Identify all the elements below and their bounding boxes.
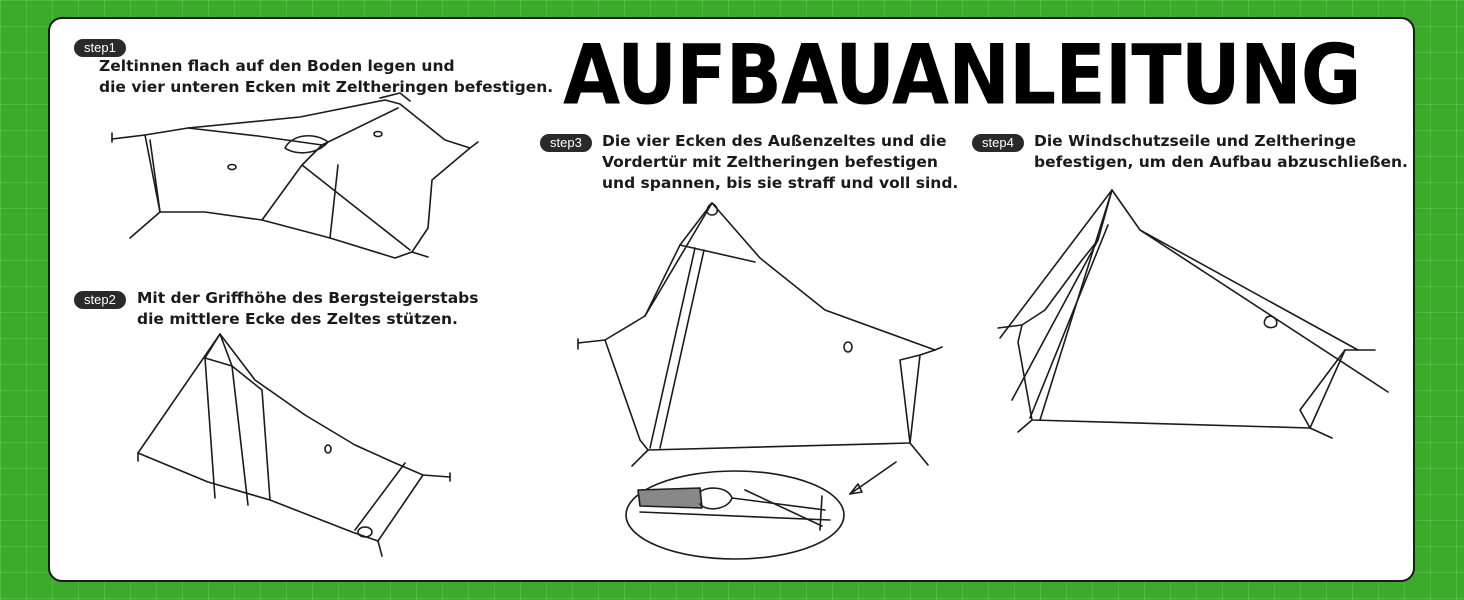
step2-badge: step2 [74,291,126,309]
step3-line-1: Die vier Ecken des Außenzeltes und die [602,132,947,150]
step1-line-1: Zeltinnen flach auf den Boden legen und [99,57,455,75]
step3-staked-tent-illustration [578,203,942,494]
step3-line-2: Vordertür mit Zeltheringen befestigen [602,153,938,171]
step3-line-3: und spannen, bis sie straff und voll sind. [602,174,959,192]
step4-finished-tent-illustration [998,190,1388,438]
step2-line-2: die mittlere Ecke des Zeltes stützen. [137,310,458,328]
step4-badge: step4 [972,134,1024,152]
step1-badge: step1 [74,39,126,57]
step4-line-2: befestigen, um den Aufbau abzuschließen. [1034,153,1408,171]
step4-line-1: Die Windschutzseile und Zeltheringe [1034,132,1356,150]
step3-badge: step3 [540,134,592,152]
step1-line-2: die vier unteren Ecken mit Zeltheringen befestigen. [99,78,554,96]
step2-pole-tent-illustration [138,334,450,556]
step2-line-1: Mit der Griffhöhe des Bergsteigerstabs [137,289,479,307]
step3-buckle-detail-illustration [626,471,844,559]
page-title: AUFBAUANLEITUNG [563,27,1361,124]
step1-flat-tent-illustration [112,93,478,258]
